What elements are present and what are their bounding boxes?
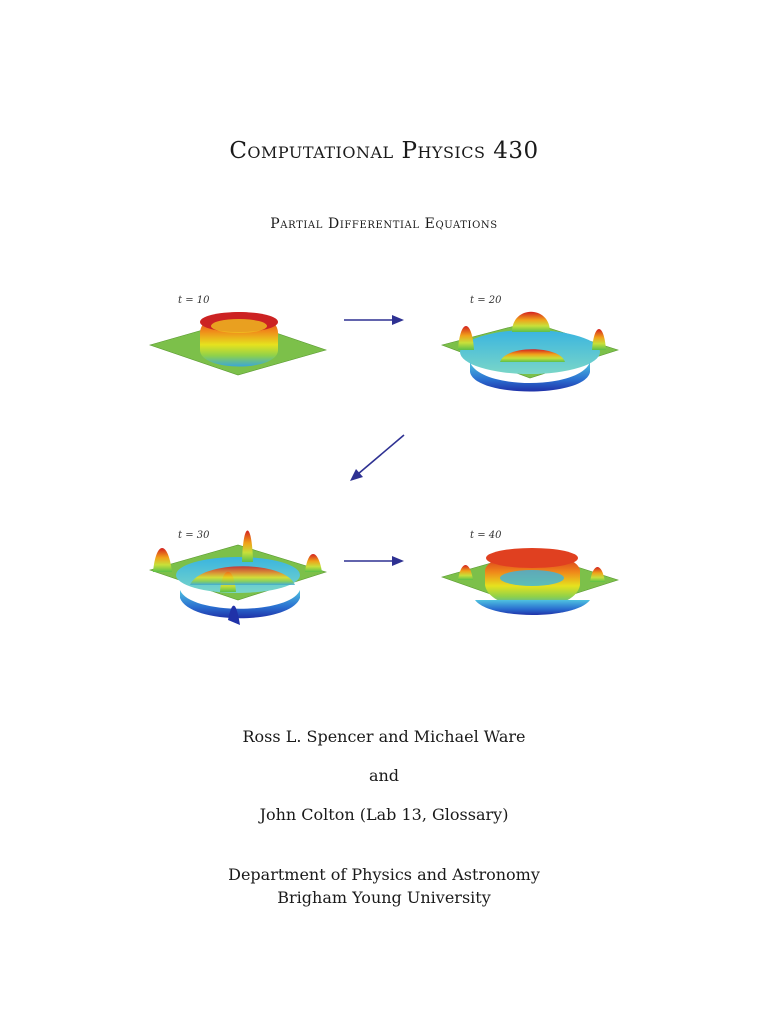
peak-4b — [590, 567, 605, 582]
panel-label-t30: t = 30 — [178, 530, 210, 541]
arrow-right-1 — [344, 315, 404, 325]
peak-4a — [458, 565, 473, 580]
panel-label-t20: t = 20 — [470, 295, 502, 306]
author-conjunction: and — [368, 766, 400, 785]
trough-4 — [475, 600, 590, 615]
peak-2b — [458, 326, 474, 350]
university-name: Brigham Young University — [277, 888, 491, 907]
document-title: Computational Physics 430 — [229, 138, 539, 164]
peak-2a — [512, 312, 550, 332]
contributor-name: John Colton (Lab 13, Glossary) — [259, 805, 509, 824]
ring-top-4 — [486, 548, 578, 568]
peak-2c — [592, 329, 606, 350]
arrow-right-2 — [344, 556, 404, 566]
department-name: Department of Physics and Astronomy — [228, 865, 540, 884]
arrow-diagonal — [350, 435, 404, 481]
peak-3b — [153, 548, 172, 572]
author-names: Ross L. Spencer and Michael Ware — [242, 727, 526, 746]
peak-3c — [305, 554, 322, 572]
panel-t40 — [442, 548, 618, 615]
peak-3a — [242, 531, 253, 563]
panel-t30 — [150, 531, 326, 626]
document-subtitle: Partial Differential Equations — [270, 216, 498, 232]
panel-label-t10: t = 10 — [178, 295, 210, 306]
inner-basin-4 — [500, 570, 564, 586]
panel-t20 — [442, 312, 618, 392]
ring-inner-1 — [211, 319, 267, 333]
panel-label-t40: t = 40 — [470, 530, 502, 541]
panel-t10 — [150, 312, 326, 375]
